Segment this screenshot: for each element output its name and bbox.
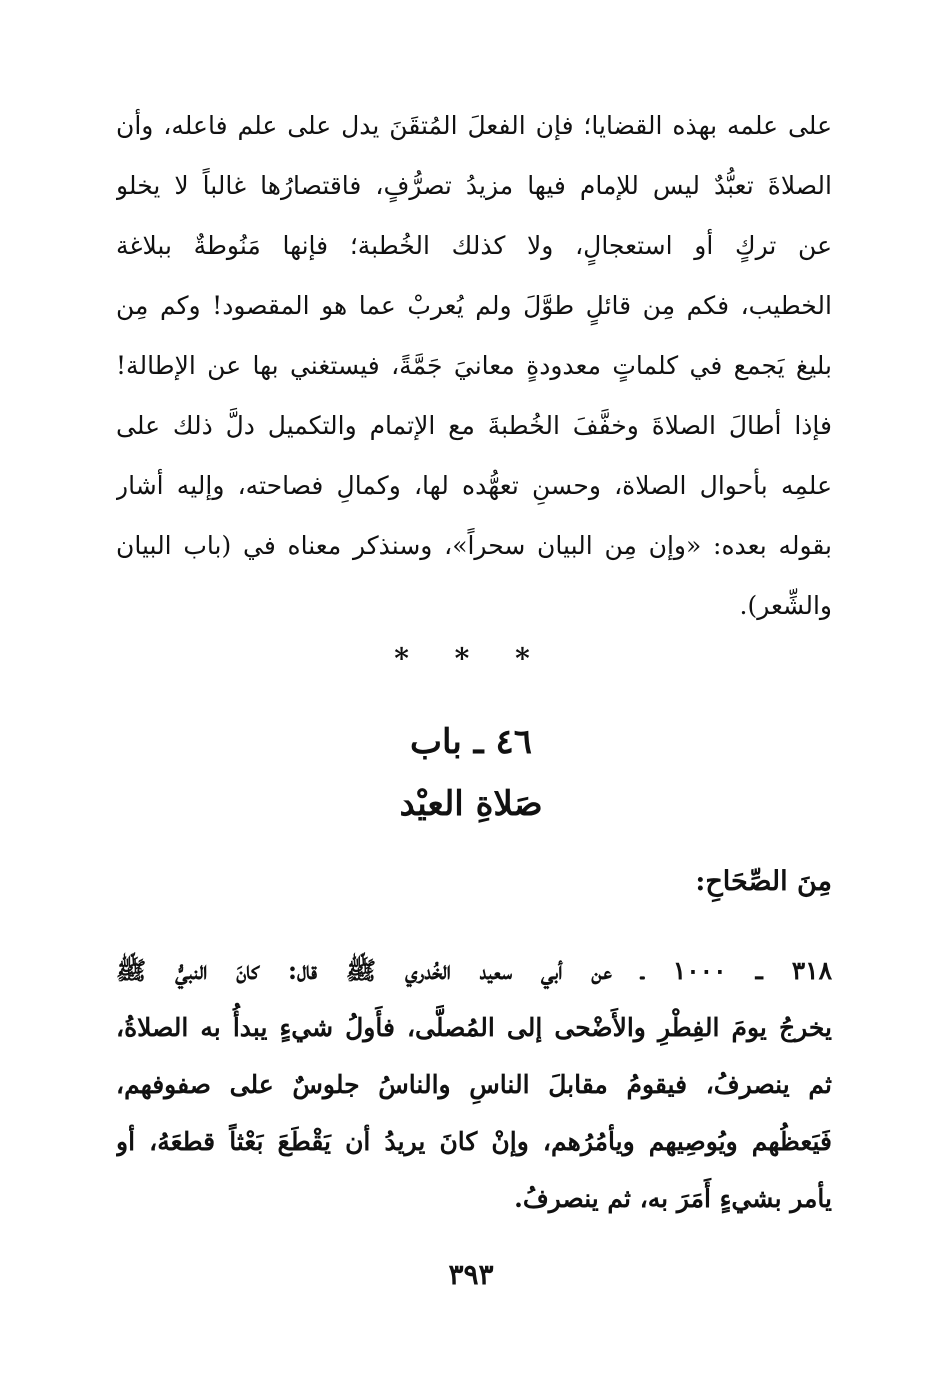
text-line: علمِه بأحوال الصلاة، وحسنِ تعهُّده لها، وكمالِ فصاحته، وإليه أشار — [116, 471, 832, 500]
hadith-line: يخرجُ يومَ الفِطْرِ والأَضْحى إلى المُصلَّى، فأَولُ شيءٍ يبدأُ به الصلاةُ، — [116, 1013, 832, 1042]
chapter-heading-number: ٤٦ ـ باب — [410, 722, 532, 762]
section-separator: * * * — [394, 642, 548, 675]
page-number: ٣٩٣ — [448, 1258, 494, 1291]
text-line: الخطيب، فكم مِن قائلٍ طوَّلَ ولم يُعربْ عما هو المقصود! وكم مِن — [116, 291, 832, 320]
text-line: بليغ يَجمع في كلماتٍ معدودةٍ معانيَ جَمَّةً، فيستغني بها عن الإطالة! — [116, 351, 832, 380]
text-line: على علمه بهذه القضايا؛ فإن الفعلَ المُتقَنَ يدل على علم فاعله، وأن — [116, 111, 832, 140]
section-label: مِنَ الصِّحَاحِ: — [695, 866, 832, 897]
hadith-line: ثم ينصرفُ، فيقومُ مقابلَ الناسِ والناسُ جلوسٌ على صفوفهم، — [116, 1070, 832, 1099]
text-line: والشِّعر). — [739, 591, 832, 620]
hadith-paragraph — [116, 942, 832, 1227]
hadith-line: ٣١٨ ـ ١٠٠٠ ـ عن أبي سعيد الخُدري ﷺ قال: كانَ النبيُّ ﷺ — [116, 956, 832, 985]
text-line: بقوله بعده: «وإن مِن البيان سحراً»، وسنذكر معناه في (باب البيان — [116, 531, 832, 560]
chapter-heading-title: صَلاةِ العيْد — [399, 784, 543, 824]
text-line: فإذا أطالَ الصلاةَ وخفَّفَ الخُطبةَ مع الإتمام والتكميل دلَّ ذلك على — [116, 411, 832, 440]
hadith-line: يأمر بشيءٍ أَمَرَ به، ثم ينصرفُ. — [514, 1184, 832, 1213]
text-line: عن تركٍ أو استعجالٍ، ولا كذلك الخُطبة؛ فإنها مَنُوطةٌ ببلاغة — [116, 231, 832, 260]
commentary-paragraph — [116, 96, 832, 636]
hadith-line: فَيَعظُهم ويُوصِيهم ويأمُرُهم، وإنْ كانَ يريدُ أن يَقْطَعَ بَعْثاً قطعَهُ، أو — [116, 1127, 832, 1156]
text-line: الصلاةَ تعبُّدٌ ليس للإمام فيها مزيدُ تصرُّفٍ، فاقتصارُها غالباً لا يخلو — [116, 171, 832, 200]
